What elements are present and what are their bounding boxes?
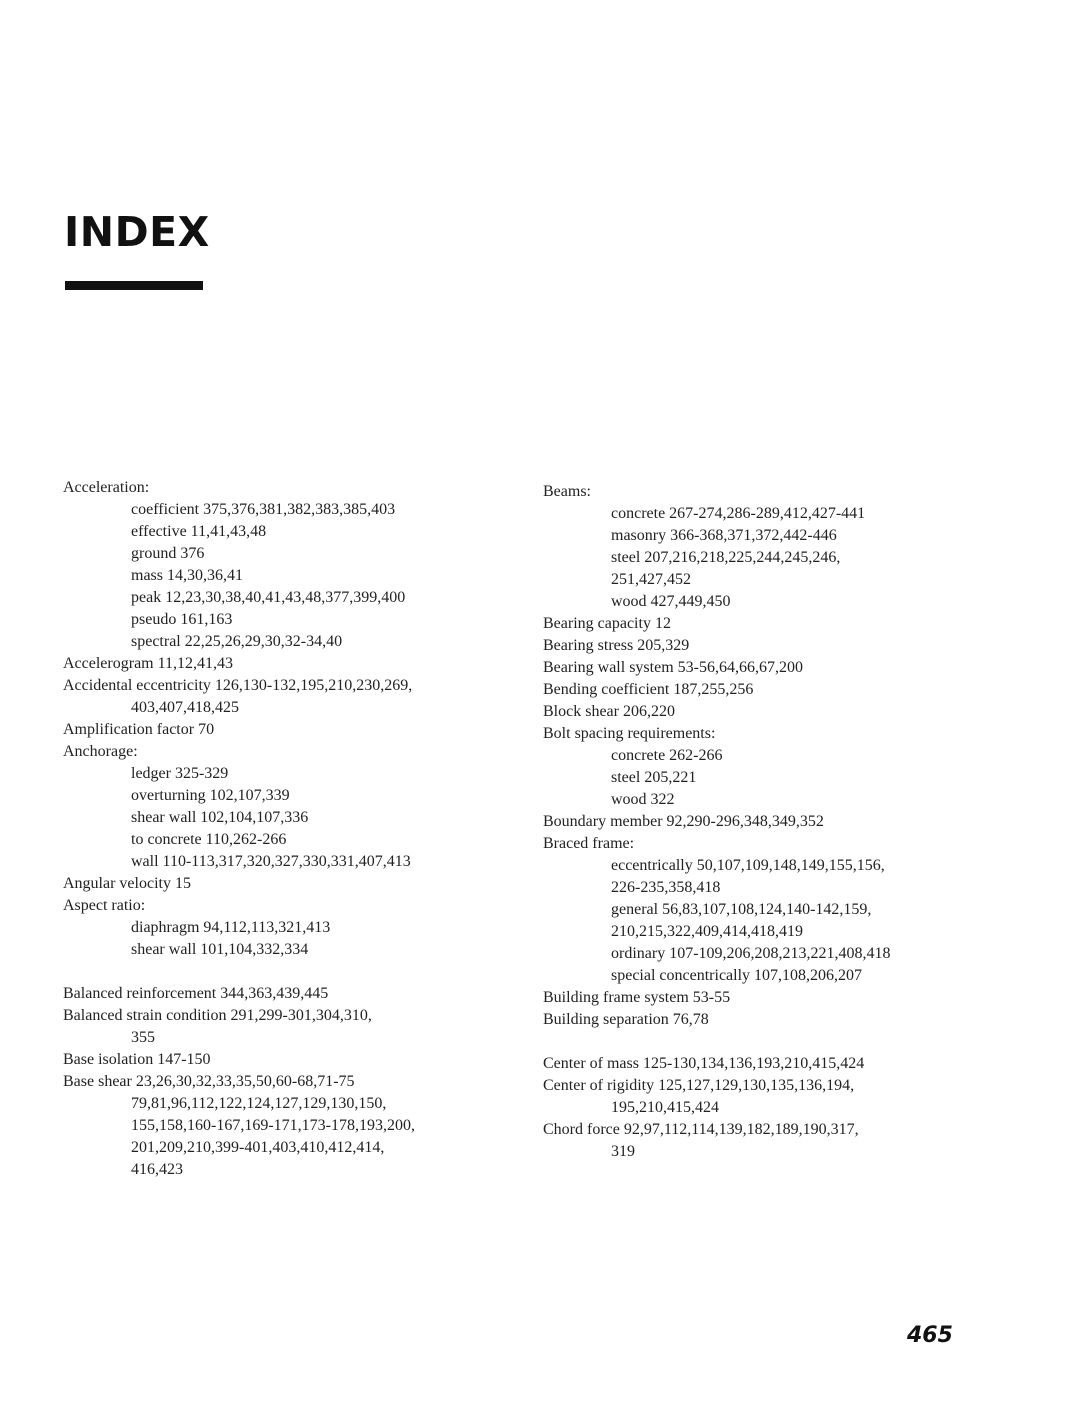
index-subentry: ground 376 [131, 545, 205, 562]
index-entry: Bearing wall system 53-56,64,66,67,200 [543, 659, 803, 676]
index-subentry: shear wall 101,104,332,334 [131, 941, 309, 958]
index-subentry: special concentrically 107,108,206,207 [611, 967, 863, 984]
index-subentry: 155,158,160-167,169-171,173-178,193,200, [131, 1117, 415, 1134]
index-entry: Braced frame: [543, 835, 635, 852]
index-subentry: wood 427,449,450 [611, 593, 731, 610]
index-entry: Aspect ratio: [63, 897, 146, 914]
index-subentry: masonry 366-368,371,372,442-446 [611, 527, 837, 544]
index-subentry: 319 [611, 1143, 635, 1160]
index-entry: Bending coefficient 187,255,256 [543, 681, 754, 698]
index-subentry: wood 322 [611, 791, 675, 808]
index-entry: Base isolation 147-150 [63, 1051, 211, 1068]
index-subentry: steel 205,221 [611, 769, 697, 786]
index-entry: Balanced reinforcement 344,363,439,445 [63, 985, 329, 1002]
index-entry: Building separation 76,78 [543, 1011, 709, 1028]
index-entry: Beams: [543, 483, 591, 500]
index-subentry: concrete 262-266 [611, 747, 723, 764]
page-number: 465 [907, 1323, 953, 1348]
index-subentry: steel 207,216,218,225,244,245,246, [611, 549, 841, 566]
index-subentry: shear wall 102,104,107,336 [131, 809, 309, 826]
index-subentry: 416,423 [131, 1161, 183, 1178]
index-subentry: peak 12,23,30,38,40,41,43,48,377,399,400 [131, 589, 406, 606]
index-entry: Base shear 23,26,30,32,33,35,50,60-68,71-75 [63, 1073, 355, 1090]
section-gap [543, 1031, 963, 1053]
section-gap [63, 961, 483, 983]
index-subentry: 201,209,210,399-401,403,410,412,414, [131, 1139, 385, 1156]
index-entry: Center of mass 125-130,134,136,193,210,415,424 [543, 1055, 865, 1072]
title-underline-rule [65, 281, 203, 290]
index-entry: Chord force 92,97,112,114,139,182,189,190,317, [543, 1121, 859, 1138]
index-subentry: general 56,83,107,108,124,140-142,159, [611, 901, 872, 918]
index-entry: Accidental eccentricity 126,130-132,195,210,230,269, [63, 677, 413, 694]
index-subentry: mass 14,30,36,41 [131, 567, 243, 584]
index-entry: Building frame system 53-55 [543, 989, 731, 1006]
index-entry: Bearing stress 205,329 [543, 637, 690, 654]
page-title: INDEX [64, 208, 210, 256]
index-entry: Balanced strain condition 291,299-301,304,310, [63, 1007, 372, 1024]
index-entry: Anchorage: [63, 743, 138, 760]
index-subentry: ledger 325-329 [131, 765, 229, 782]
index-subentry: 210,215,322,409,414,418,419 [611, 923, 803, 940]
index-subentry: 195,210,415,424 [611, 1099, 719, 1116]
index-column-left [63, 477, 483, 1181]
index-subentry: 403,407,418,425 [131, 699, 239, 716]
index-subentry: 251,427,452 [611, 571, 691, 588]
index-subentry: overturning 102,107,339 [131, 787, 290, 804]
index-entry: Center of rigidity 125,127,129,130,135,136,194, [543, 1077, 855, 1094]
index-entry: Boundary member 92,290-296,348,349,352 [543, 813, 824, 830]
index-column-right [543, 481, 963, 1163]
index-subentry: spectral 22,25,26,29,30,32-34,40 [131, 633, 343, 650]
index-subentry: ordinary 107-109,206,208,213,221,408,418 [611, 945, 891, 962]
index-subentry: diaphragm 94,112,113,321,413 [131, 919, 331, 936]
index-subentry: coefficient 375,376,381,382,383,385,403 [131, 501, 396, 518]
index-entry: Accelerogram 11,12,41,43 [63, 655, 234, 672]
index-subentry: wall 110-113,317,320,327,330,331,407,413 [131, 853, 411, 870]
index-subentry: effective 11,41,43,48 [131, 523, 267, 540]
index-subentry: 355 [131, 1029, 155, 1046]
index-subentry: eccentrically 50,107,109,148,149,155,156, [611, 857, 885, 874]
index-subentry: 226-235,358,418 [611, 879, 721, 896]
index-subentry: 79,81,96,112,122,124,127,129,130,150, [131, 1095, 387, 1112]
index-entry: Block shear 206,220 [543, 703, 675, 720]
index-subentry: pseudo 161,163 [131, 611, 233, 628]
index-entry: Angular velocity 15 [63, 875, 191, 892]
index-subentry: to concrete 110,262-266 [131, 831, 287, 848]
index-entry: Bolt spacing requirements: [543, 725, 716, 742]
index-entry: Bearing capacity 12 [543, 615, 671, 632]
index-subentry: concrete 267-274,286-289,412,427-441 [611, 505, 866, 522]
index-entry: Acceleration: [63, 479, 150, 496]
index-entry: Amplification factor 70 [63, 721, 215, 738]
